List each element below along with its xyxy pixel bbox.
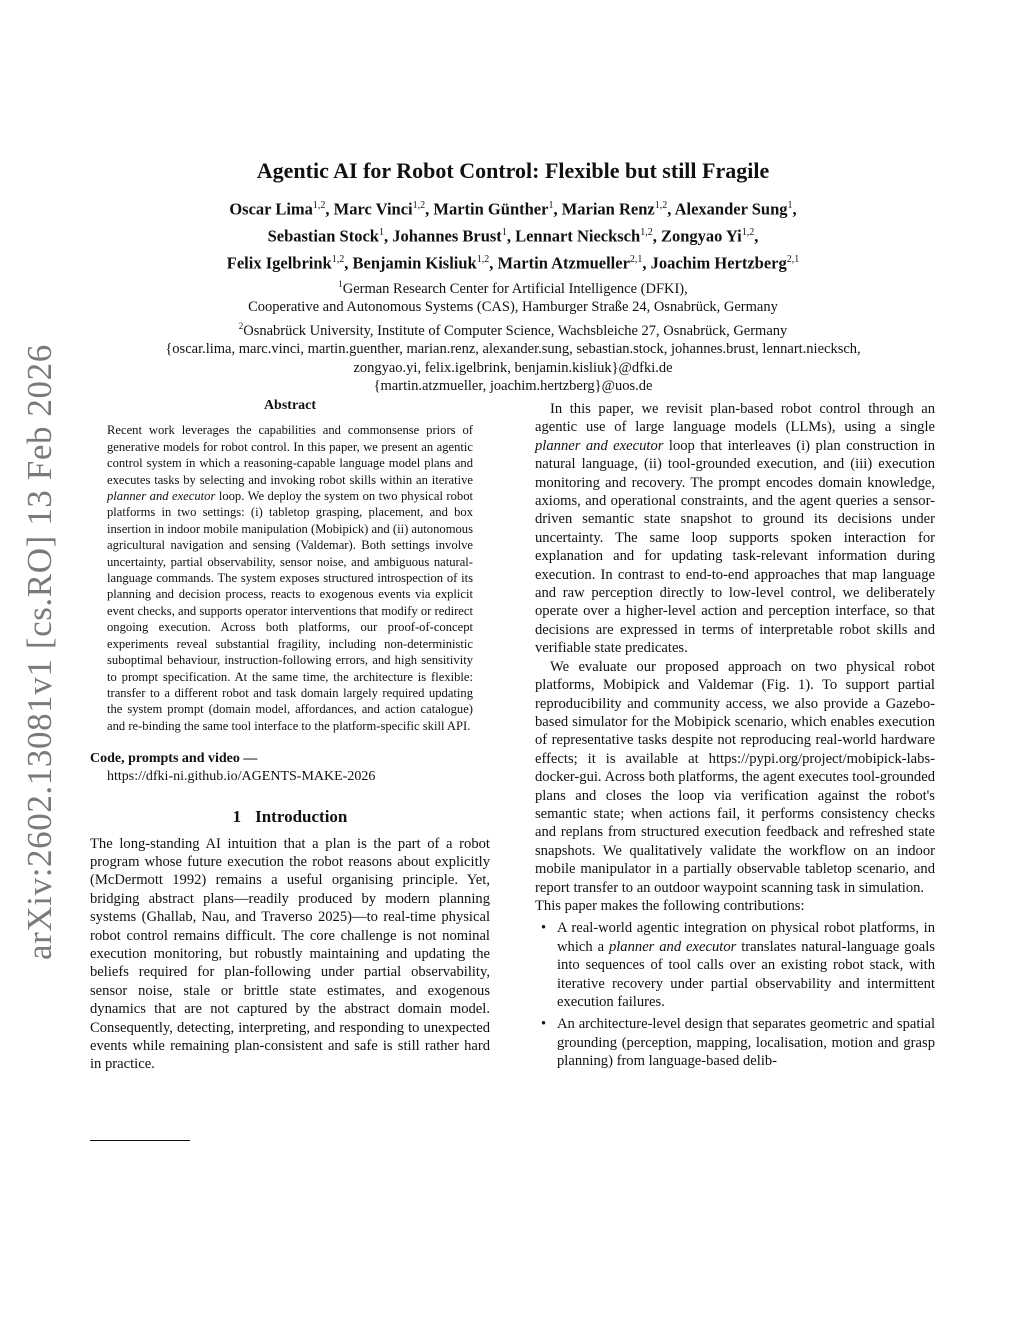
affil-text: German Research Center for Artificial Intelligence (DFKI),	[342, 280, 688, 297]
author-affil-mark: 1,2	[412, 200, 426, 211]
author-affil-mark: 1	[501, 227, 507, 238]
abstract-body	[107, 422, 473, 734]
author-name: Zongyao Yi	[660, 226, 742, 246]
paragraph-text: loop that interleaves (i) plan construction in natural language, (ii) tool-grounded execution, and (iii) execution monitoring and recovery. The prompt encodes domain knowledge, axioms, and operational constraints, and the agent queries a sensor-driven semantic state snapshot to ground its decisions under uncertainty. The same loop supports spoken interaction for explanation and for updating task-relevant information during execution. In contrast to end-to-end approaches that map language and raw perception directly to low-level control, we deliberately operate over a higher-level action and perception interface, so that decisions are expressed in terms of interpretable robot skills and verifiable state predicates.	[535, 437, 936, 657]
author-affil-mark: 1,2	[331, 254, 345, 265]
arxiv-stamp: arXiv:2602.13081v1 [cs.RO] 13 Feb 2026	[20, 344, 59, 960]
author-affil-mark: 1,2	[654, 200, 668, 211]
author-affil-mark: 1,2	[741, 227, 755, 238]
author-separator: ,	[325, 199, 334, 219]
author-separator: ,	[667, 199, 675, 219]
code-heading: Code, prompts and video —	[90, 751, 258, 767]
affiliation-1-cont: Cooperative and Autonomous Systems (CAS), Hamburger Straße 24, Osnabrück, Germany	[248, 299, 778, 316]
author-affil-mark: 2,1	[786, 254, 800, 265]
affil-mark: 2	[238, 320, 244, 331]
abstract	[107, 398, 473, 734]
code-links	[90, 750, 490, 786]
author-emails-dfki: {oscar.lima, marc.vinci, martin.guenther, marian.renz, alexander.sung, sebastian.stock, johannes.brust, lennart.niecksch,	[165, 341, 861, 358]
affiliation-2	[90, 317, 936, 340]
author-name: Marc Vinci	[333, 199, 413, 219]
affil-mark: 1	[338, 279, 343, 289]
author-affil-mark: 1,2	[312, 200, 326, 211]
author-affil-mark: 1,2	[476, 254, 490, 265]
author-name: Lennart Niecksch	[515, 226, 641, 246]
intro-paragraph-2	[535, 400, 935, 658]
author-affil-mark: 1,2	[640, 227, 653, 238]
paragraph-text: In this paper, we revisit plan-based robot control through an agentic use of large language models (LLMs), using a single	[535, 401, 935, 436]
footnote-rule	[90, 1140, 190, 1141]
author-name: Joachim Hertzberg	[650, 253, 787, 273]
contribution-list	[535, 919, 935, 1070]
contribution-item	[535, 919, 935, 1011]
author-separator: ,	[792, 199, 797, 219]
author-affil-mark: 1	[378, 227, 384, 238]
author-name: Johannes Brust	[392, 226, 502, 246]
section-heading-introduction	[90, 808, 490, 826]
contributions-lead: This paper makes the following contributions:	[535, 897, 805, 914]
project-link[interactable]: https://dfki-ni.github.io/AGENTS-MAKE-2026	[107, 769, 376, 785]
contribution-text: A real-world agentic integration on physical robot platforms, in which a	[557, 920, 935, 955]
author-separator: ,	[383, 226, 393, 246]
author-name: Marian Renz	[561, 199, 655, 219]
author-name: Sebastian Stock	[267, 226, 379, 246]
author-emails-dfki-cont: zongyao.yi, felix.igelbrink, benjamin.kisliuk}@dfki.de	[353, 359, 673, 376]
paper-header	[90, 158, 936, 396]
intro-paragraph-3: We evaluate our proposed approach on two physical robot platforms, Mobipick and Valdemar (Fig. 1). To support partial reproducibility and community access, we also provide a Gazebo-based simulator for the Mobipick scenario, which enables execution of representative tasks despite not reproducing real-world hardware effects; it is available at https://pypi.org/project/mobipick-labs-docker-gui. Across both platforms, the agent executes tool-grounded plans and closes the loop via verification against the robot's semantic state; when actions fail, it performs consistency checks and replans from structured execution feedback and refreshed state snapshots. We qualitatively validate the workflow on an indoor mobile manipulator in a partially observable tabletop scenario, and report transfer to an outdoor waypoint scanning task in simulation.	[535, 658, 935, 896]
paragraph-emphasis: planner and executor	[535, 437, 664, 454]
section-number: 1	[232, 807, 242, 827]
author-name: Felix Igelbrink	[226, 253, 332, 273]
author-name: Alexander Sung	[674, 199, 788, 219]
author-separator: ,	[425, 199, 434, 219]
author-separator: ,	[754, 226, 759, 246]
author-separator: ,	[642, 253, 651, 273]
section-title-text: Introduction	[255, 807, 348, 827]
abstract-heading: Abstract	[263, 398, 317, 413]
author-list	[90, 194, 936, 275]
author-name: Benjamin Kisliuk	[352, 253, 477, 273]
contribution-item: • An architecture-level design that separates geometric and spatial grounding (perception, mapping, localisation, motion and grasp planning) from language-based delib-	[535, 1015, 935, 1070]
abstract-text: Recent work leverages the capabilities and commonsense priors of generative models for robot control. In this paper, we present an agentic control system in which a reasoning-capable language model plans and executes tasks by selecting and invoking robot skills within an iterative	[107, 423, 473, 487]
author-separator: ,	[506, 226, 516, 246]
paper-title: Agentic AI for Robot Control: Flexible but still Fragile	[256, 158, 770, 183]
author-emails-uos: {martin.atzmueller, joachim.hertzberg}@uos.de	[373, 378, 653, 395]
abstract-text: loop. We deploy the system on two physical robot platforms in two settings: (i) tabletop grasping, placement, and box insertion in indoor mobile manipulation (Mobipick) and (ii) autonomous agricultural navigation and sensing (Valdemar). Both settings involve uncertainty, partial observability, sensor noise, and ambiguous natural-language commands. The system exposes structured introspection of its planning and decision process, reacts to exogenous events via explicit event checks, and supports operator interventions that modify or redirect ongoing execution. Across both platforms, our proof-of-concept experiments reveal substantial fragility, including non-deterministic suboptimal behaviour, instruction-following errors, and high sensitivity to prompt specification. At the same time, the architecture is flexible: transfer to a different robot and task domain largely required updating the system prompt (domain model, affordances, and action catalogue) and re-binding the same tool interface to the platform-specific skill API.	[107, 489, 474, 733]
author-separator: ,	[553, 199, 562, 219]
author-affil-mark: 2,1	[629, 254, 643, 265]
author-name: Martin Atzmueller	[497, 253, 630, 273]
intro-paragraph-1: The long-standing AI intuition that a plan is the part of a robot program whose future execution the robot reasons about explicitly (McDermott 1992) remains a useful organising principle. Yet, bridging abstract plans—readily produced by modern planning systems (Ghallab, Nau, and Traverso 2025)—to real-time physical robot control remains difficult. The core challenge is not nominal execution monitoring, but robustly maintaining and updating the beliefs required for plan-following under partial observability, sensor noise, stale or brittle state estimates, and exogenous dynamics that are not captured by the abstract domain model. Consequently, detecting, interpreting, and responding to unexpected events while remaining plan-consistent and safe is still rather hard in practice.	[90, 835, 490, 1073]
affil-text: Osnabrück University, Institute of Computer Science, Wachsbleiche 27, Osnabrück, Germany	[243, 322, 788, 339]
right-column	[535, 400, 935, 1071]
affiliations	[90, 275, 936, 396]
author-separator: ,	[652, 226, 661, 246]
author-separator: ,	[344, 253, 353, 273]
author-name: Martin Günther	[433, 199, 549, 219]
left-column	[90, 398, 490, 1074]
affiliation-1	[90, 275, 936, 298]
author-separator: ,	[489, 253, 498, 273]
abstract-emphasis: planner and executor	[107, 489, 216, 504]
author-affil-mark: 1	[787, 200, 793, 211]
author-name: Oscar Lima	[229, 199, 313, 219]
author-affil-mark: 1	[548, 200, 554, 211]
contribution-emphasis: planner and executor	[608, 938, 737, 955]
contribution-text: translates natural-language goals into sequences of tool calls over an existing robot stack, with iterative recovery under partial observability and intermittent execution failures.	[557, 938, 935, 1010]
